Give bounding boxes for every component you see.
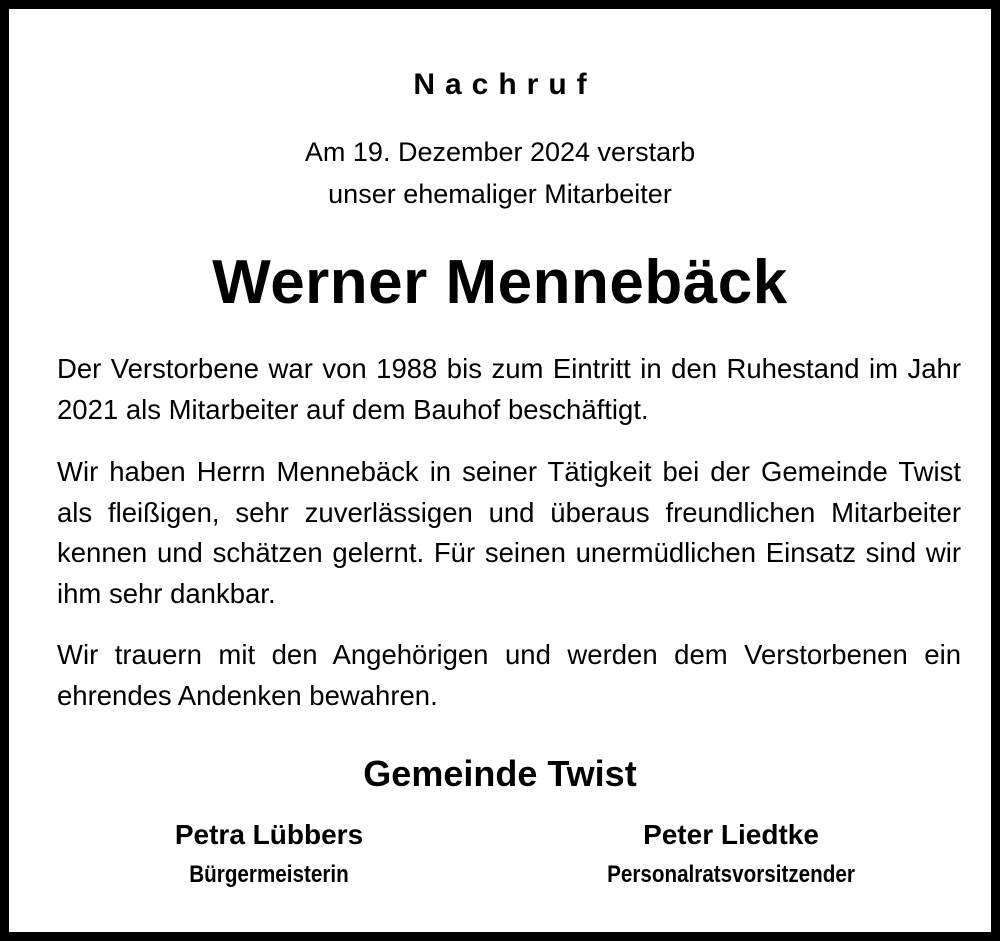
signatory-name: Petra Lübbers xyxy=(174,819,364,850)
signatory-role: Bürgermeisterin xyxy=(189,861,349,888)
paragraph-appreciation: Wir haben Herrn Mennebäck in seiner Tätigkeit bei der Gemeinde Twist als fleißigen, sehr zuverlässigen und überaus freundlichen Mitarbeiter kennen und schätzen gelernt. Für seinen unermüdlichen Einsatz sind wir ihm sehr dankbar. xyxy=(57,456,961,609)
signatory-mayor xyxy=(69,815,469,895)
organization-name: Gemeinde Twist xyxy=(363,753,637,794)
intro-line-2: unser ehemaliger Mitarbeiter xyxy=(328,179,672,209)
signatory-role: Personalratsvorsitzender xyxy=(607,861,855,888)
deceased-name: Werner Mennebäck xyxy=(212,248,788,317)
notice-heading: Nachruf xyxy=(413,68,597,101)
signatory-name: Peter Liedtke xyxy=(643,819,819,850)
paragraph-employment: Der Verstorbene war von 1988 bis zum Eintritt in den Ruhestand im Jahr 2021 als Mitarbeiter auf dem Bauhof beschäftigt. xyxy=(57,353,961,425)
signatory-staff-council xyxy=(531,815,931,895)
intro-text xyxy=(9,131,991,215)
intro-line-1: Am 19. Dezember 2024 verstarb xyxy=(304,137,696,167)
paragraph-condolence: Wir trauern mit den Angehörigen und werden dem Verstorbenen ein ehrendes Andenken bewahren. xyxy=(57,639,961,711)
